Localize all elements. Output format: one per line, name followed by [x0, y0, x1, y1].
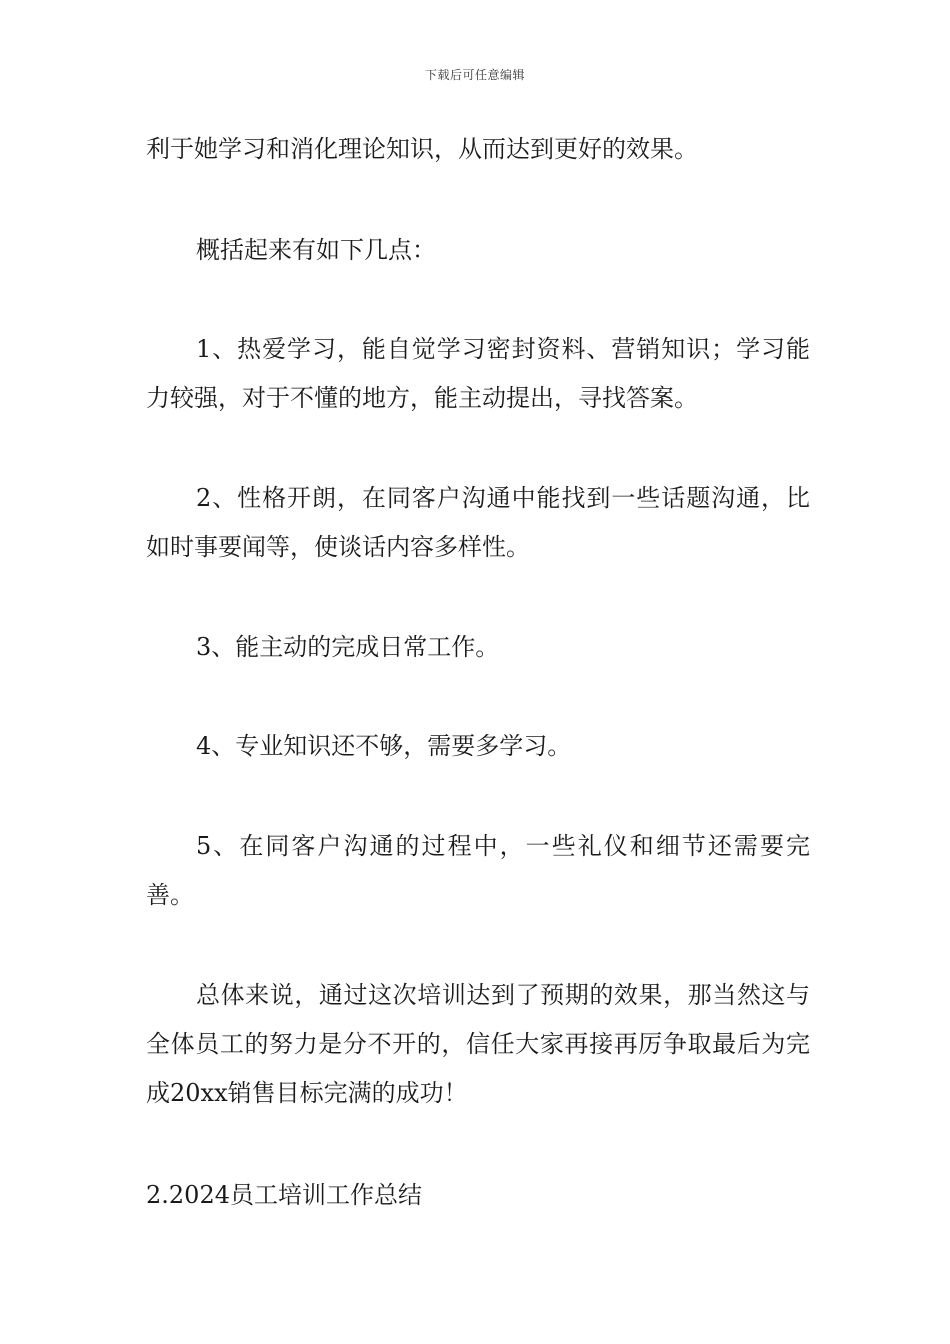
paragraph-point-1: 1、热爱学习，能自觉学习密封资料、营销知识；学习能力较强，对于不懂的地方，能主动提出，寻找答案。 — [146, 335, 810, 412]
paragraph-point-3: 3、能主动的完成日常工作。 — [196, 633, 500, 661]
paragraph-summary-intro: 概括起来有如下几点： — [196, 236, 436, 264]
page-header-note: 下载后可任意编辑 — [424, 68, 525, 82]
paragraph-conclusion: 总体来说，通过这次培训达到了预期的效果，那当然这与全体员工的努力是分不开的，信任大家再接再厉争取最后为完成20xx销售目标完满的成功！ — [146, 981, 810, 1107]
paragraph-point-2: 2、性格开朗，在同客户沟通中能找到一些话题沟通，比如时事要闻等，使谈话内容多样性。 — [146, 484, 810, 561]
section-heading: 2.2024员工培训工作总结 — [146, 1181, 422, 1209]
paragraph-point-5: 5、在同客户沟通的过程中，一些礼仪和细节还需要完善。 — [146, 832, 810, 909]
paragraph-point-4: 4、专业知识还不够，需要多学习。 — [196, 732, 572, 760]
paragraph-continuation: 利于她学习和消化理论知识，从而达到更好的效果。 — [146, 135, 698, 163]
